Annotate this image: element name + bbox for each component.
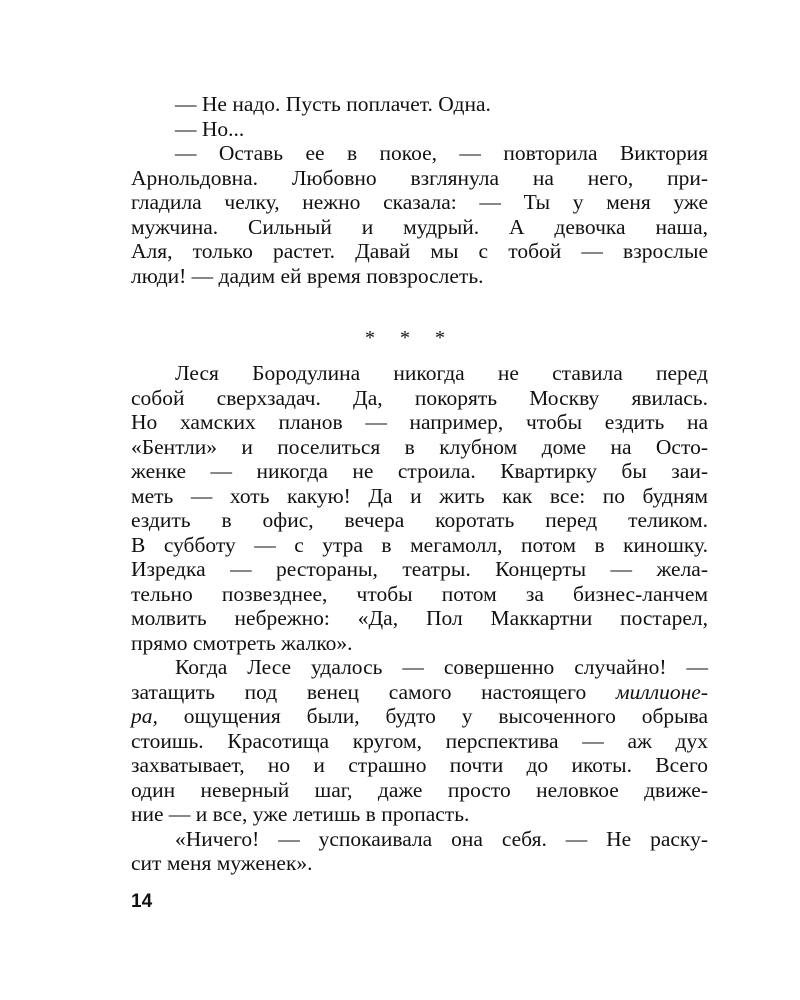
text-line: меть — хоть какую! Да и жить как все: по будням: [131, 483, 708, 508]
page-number: 14: [131, 891, 153, 912]
text-line: сит меня муженек».: [131, 851, 313, 875]
text-line: Арнольдовна. Любовно взглянула на него, при-: [131, 165, 708, 190]
text-line: [131, 680, 708, 705]
text-line: — Оставь ее в покое, — повторила Виктория: [175, 141, 708, 165]
text-line: захватывает, но и страшно почти до икоты. Всего: [131, 753, 708, 777]
text-line: люди! — дадим ей время повзрослеть.: [131, 263, 484, 288]
text-line: тельно позвезднее, чтобы потом за бизнес-ланчем: [131, 581, 708, 606]
text-line: «Бентли» и поселиться в клубном доме на Осто-: [131, 434, 708, 459]
text-line: ездить в офис, вечера коротать перед теликом.: [131, 508, 708, 532]
dialogue-paragraphs: [131, 92, 708, 288]
text-line: собой сверхзадач. Да, покорять Москву явилась.: [131, 385, 708, 410]
text-line: — Но...: [175, 116, 245, 141]
text-line: женке — никогда не строила. Квартирку бы заи-: [131, 459, 708, 483]
italic-word: ра,: [131, 704, 158, 728]
text-fragment: затащить под венец самого настоящего: [131, 679, 587, 704]
text-line: Но хамских планов — например, чтобы ездить на: [131, 410, 708, 434]
text-line: прямо смотреть жалко».: [131, 630, 353, 655]
text-line: «Ничего! — успокаивала она себя. — Не раску-: [175, 826, 708, 851]
narrative-paragraphs: [131, 361, 708, 876]
section-separator: * * *: [365, 327, 455, 349]
text-line: [131, 704, 708, 729]
text-line: Когда Лесе удалось — совершенно случайно! —: [175, 655, 708, 679]
text-line: Леся Бородулина никогда не ставила перед: [175, 361, 708, 385]
text-line: молвить небрежно: «Да, Пол Маккартни постарел,: [131, 606, 708, 630]
text-line: — Не надо. Пусть поплачет. Одна.: [175, 92, 491, 116]
text-line: гладила челку, нежно сказала: — Ты у меня уже: [131, 190, 708, 214]
text-line: мужчина. Сильный и мудрый. А девочка наша,: [131, 214, 708, 239]
text-fragment: ощущения были, будто у высоченного обрыва: [157, 704, 708, 728]
text-line: ние — и все, уже летишь в пропасть.: [131, 802, 470, 826]
text-line: Аля, только растет. Давай мы с тобой — взрослые: [131, 239, 708, 263]
text-line: Изредка — рестораны, театры. Концерты — жела-: [131, 557, 708, 581]
text-line: один неверный шаг, даже просто неловкое движе-: [131, 777, 708, 802]
italic-word: миллионе-: [615, 679, 709, 704]
text-line: стоишь. Красотища кругом, перспектива — аж дух: [131, 728, 708, 753]
text-line: В субботу — с утра в мегамолл, потом в киношку.: [131, 532, 708, 557]
